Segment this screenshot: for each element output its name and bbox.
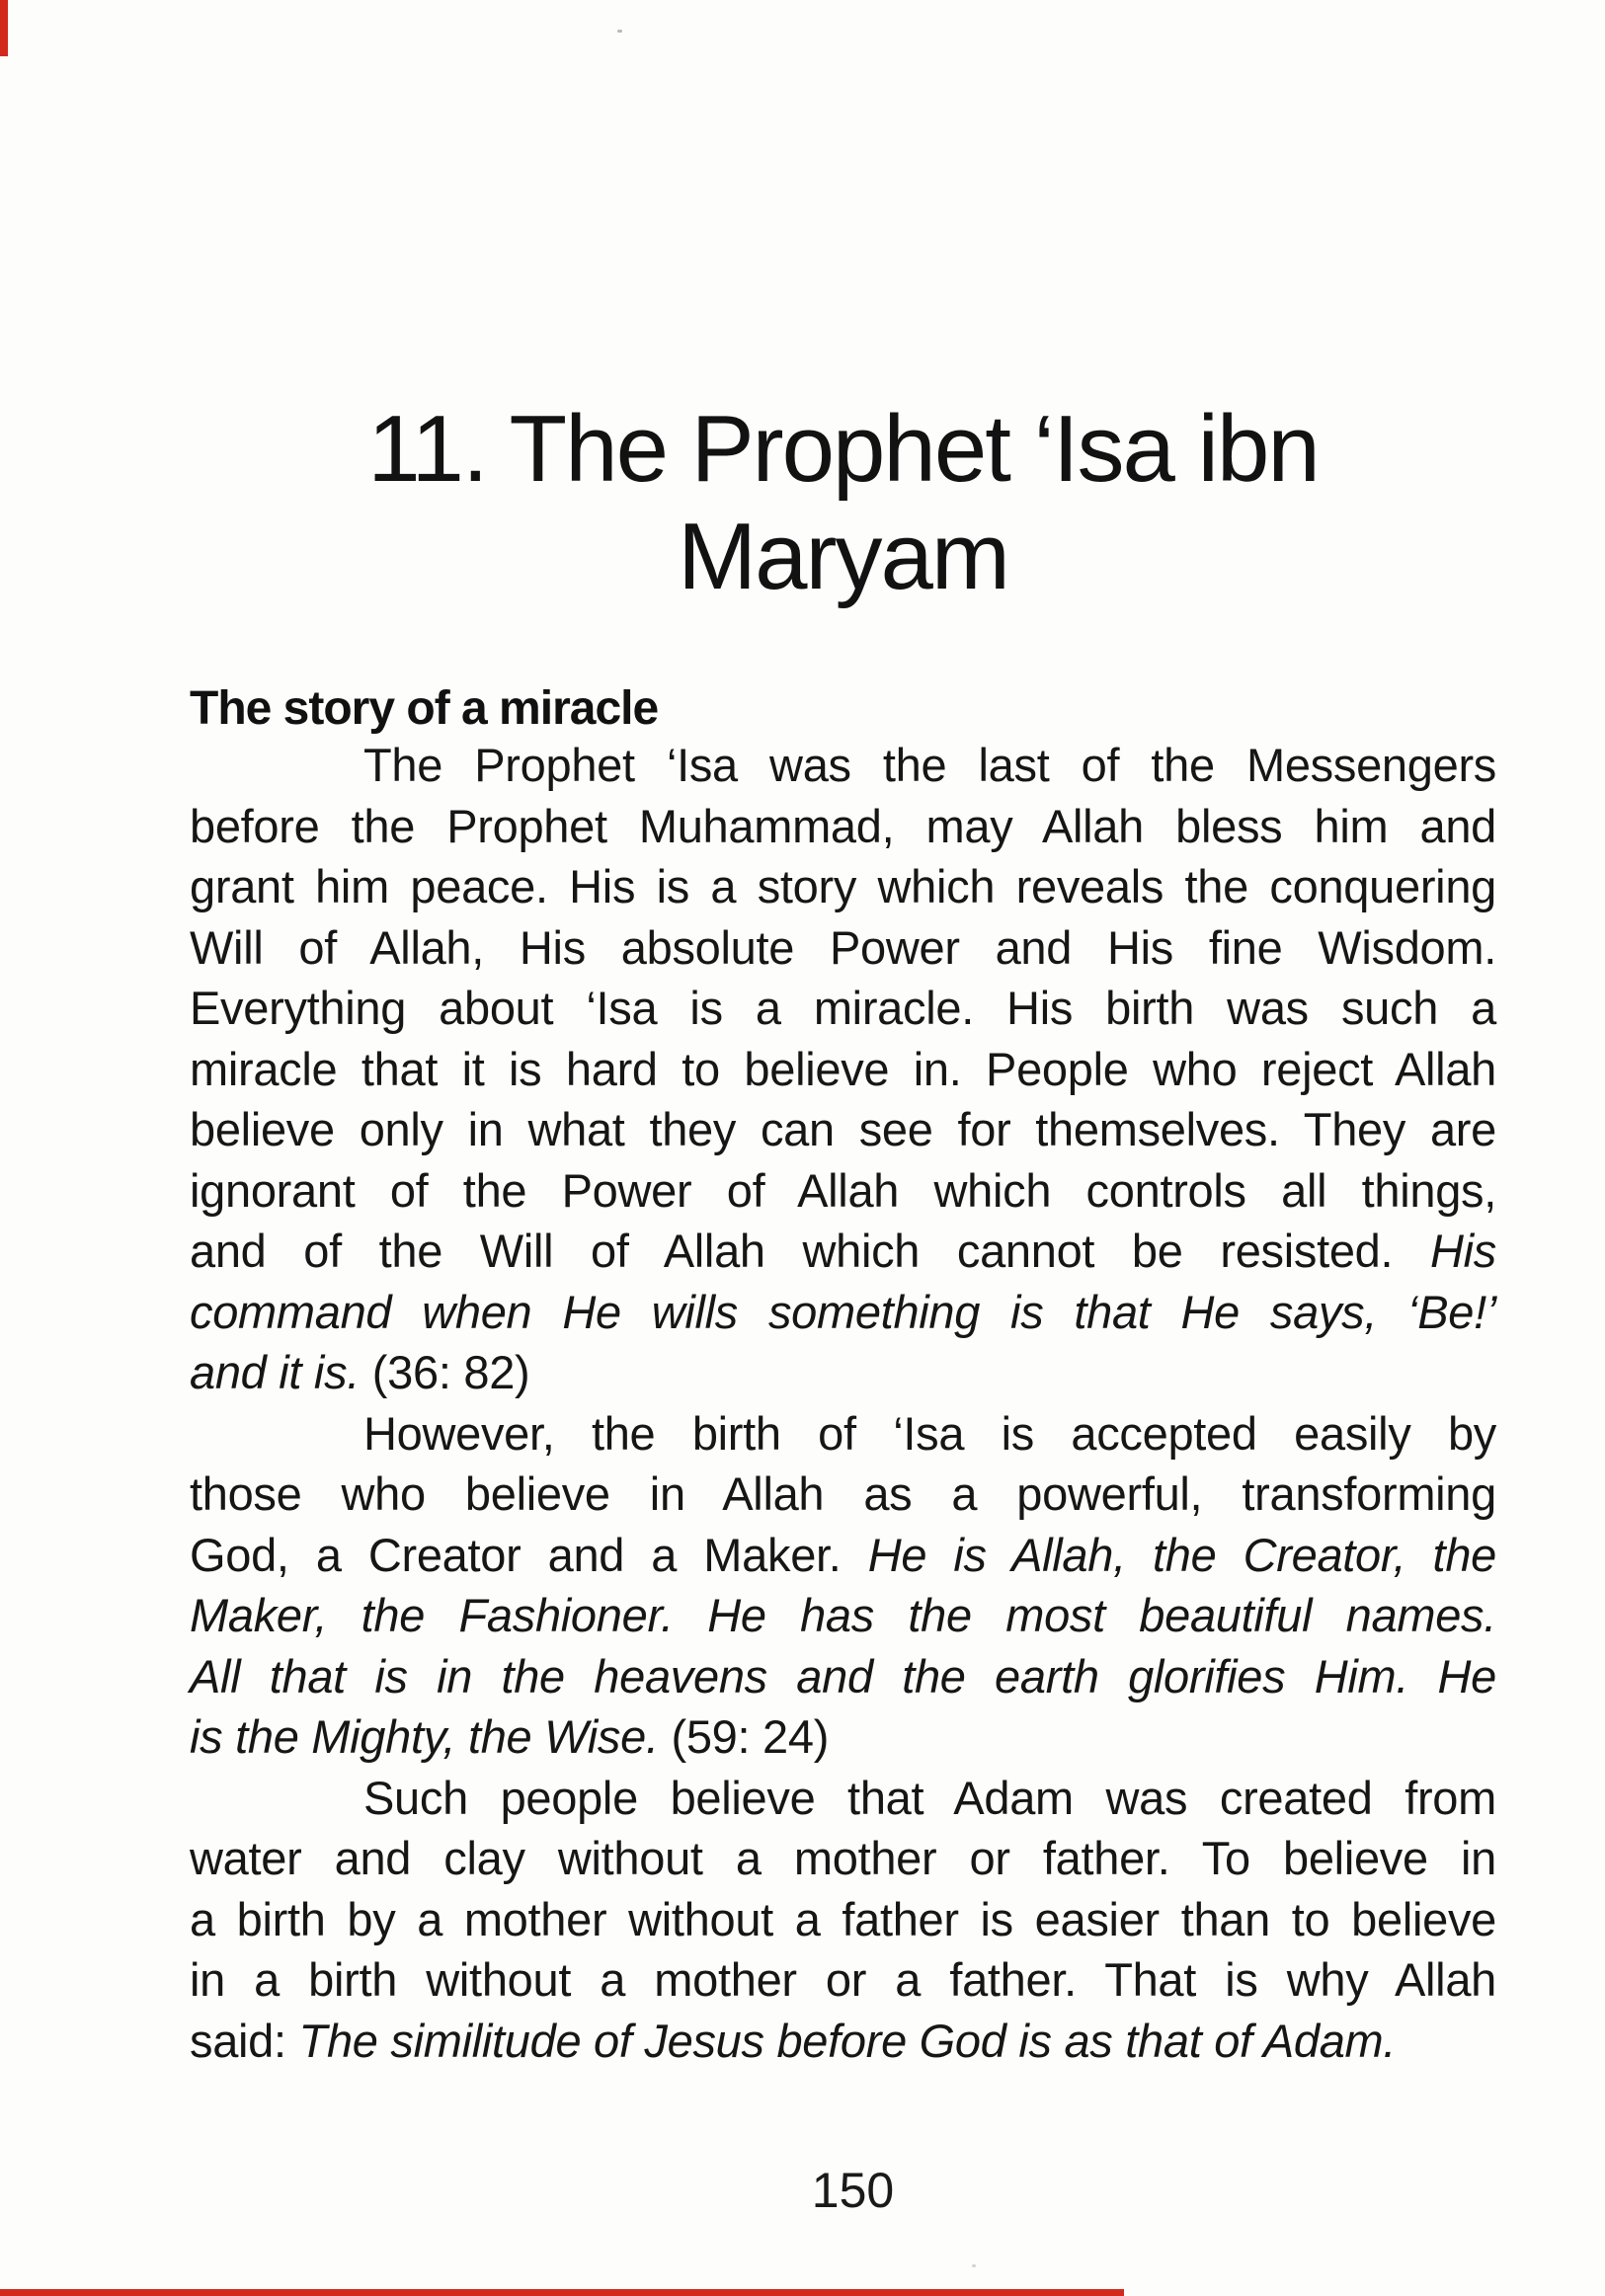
body-line [190, 1949, 1496, 2011]
body-line [190, 856, 1496, 917]
body-text-segment: Everything about ‘Isa is a miracle. His birth was such a [190, 982, 1496, 1034]
quote-text-segment: command when He wills something is that He says, ‘Be!’ [190, 1285, 1496, 1338]
chapter-title [190, 395, 1496, 610]
scan-edge-mark-top-left [0, 0, 8, 56]
chapter-title-line-2: Maryam [678, 504, 1008, 610]
body-line [190, 978, 1496, 1039]
body-line [190, 1464, 1496, 1525]
body-text [190, 735, 1496, 2071]
quote-text-segment: and it is. [190, 1346, 361, 1398]
body-line [190, 1525, 1496, 1586]
body-line [190, 1706, 1496, 1768]
body-text-segment: water and clay without a mother or father. To believe in [190, 1832, 1496, 1884]
quote-text-segment: His [1430, 1225, 1496, 1277]
scan-speck [617, 30, 622, 33]
body-line [190, 917, 1496, 979]
quote-text-segment: The similitude of Jesus before God is as that of Adam. [298, 2014, 1397, 2067]
body-text-segment: in a birth without a mother or a father. That is why Allah [190, 1953, 1496, 2006]
body-line [190, 1039, 1496, 1100]
body-text-segment: grant him peace. His is a story which reveals the conquering [190, 860, 1496, 912]
scan-edge-mark-bottom [0, 2289, 1124, 2296]
scan-speck [972, 2264, 976, 2267]
quote-text-segment: Maker, the Fashioner. He has the most beautiful names. [190, 1589, 1496, 1641]
body-text-segment: Will of Allah, His absolute Power and His fine Wisdom. [190, 920, 1496, 974]
body-line [190, 1221, 1496, 1282]
body-line [190, 1768, 1496, 1829]
body-line [190, 1342, 1496, 1403]
body-text-segment: The Prophet ‘Isa was the last of the Messengers [363, 739, 1496, 791]
quote-text-segment: All that is in the heavens and the earth glorifies Him. He [190, 1649, 1496, 1702]
body-text-segment: before the Prophet Muhammad, may Allah bless him and [190, 799, 1496, 852]
body-line [190, 1403, 1496, 1465]
body-text-segment: miracle that it is hard to believe in. People who reject Allah [190, 1042, 1496, 1095]
body-line [190, 1282, 1496, 1343]
body-line [190, 1889, 1496, 1950]
body-text-segment: Such people believe that Adam was created from [363, 1771, 1496, 1824]
body-line [190, 1828, 1496, 1889]
page-number: 150 [811, 2163, 895, 2218]
body-line [190, 735, 1496, 796]
body-text-segment: However, the birth of ‘Isa is accepted easily by [363, 1406, 1496, 1460]
chapter-title-line-1: 11. The Prophet ‘Isa ibn [367, 396, 1319, 503]
body-text-segment: those who believe in Allah as a powerful, transforming [190, 1467, 1496, 1520]
body-text-segment: and of the Will of Allah which cannot be resisted. [190, 1225, 1431, 1277]
body-line [190, 1099, 1496, 1160]
body-line [190, 1160, 1496, 1222]
body-text-segment: believe only in what they can see for themselves. They are [190, 1103, 1496, 1155]
body-text-segment: (36: 82) [360, 1346, 530, 1398]
quote-text-segment: is the Mighty, the Wise. [190, 1710, 659, 1763]
body-line [190, 1585, 1496, 1646]
section-heading: The story of a miracle [190, 681, 659, 735]
body-text-segment: ignorant of the Power of Allah which controls all things, [190, 1163, 1496, 1217]
body-text-segment: said: [190, 2014, 299, 2067]
body-text-segment: a birth by a mother without a father is easier than to believe [190, 1892, 1496, 1945]
body-line [190, 796, 1496, 857]
body-text-segment: (59: 24) [658, 1710, 830, 1763]
quote-text-segment: He is Allah, the Creator, the [867, 1528, 1496, 1581]
body-line [190, 1646, 1496, 1707]
body-text-segment: God, a Creator and a Maker. [190, 1528, 868, 1581]
body-line [190, 2011, 1496, 2072]
